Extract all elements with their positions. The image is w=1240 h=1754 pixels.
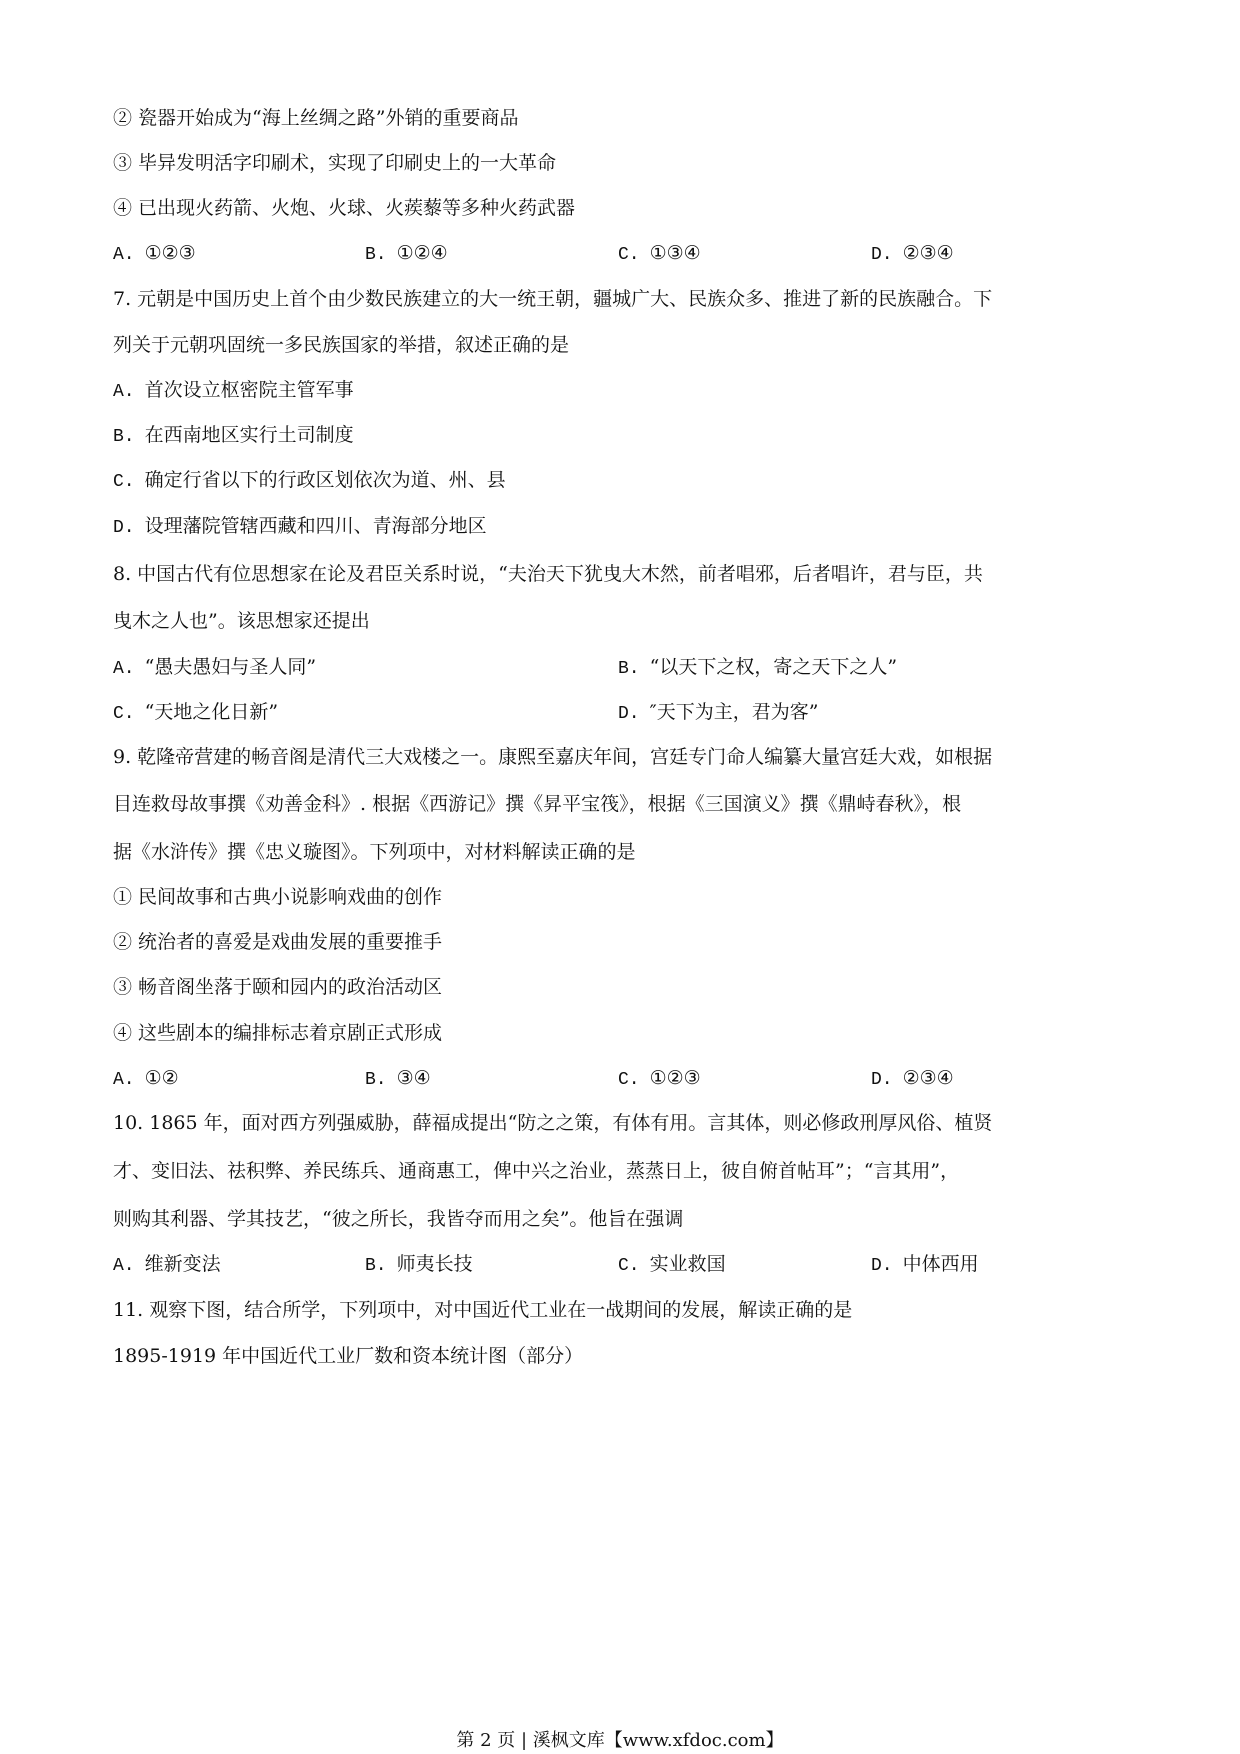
q8-stem-line-2: 曳木之人也”。该思想家还提出 (113, 610, 370, 632)
option-text: “以天下之权，寄之天下之人” (649, 656, 898, 678)
option-key: C. (618, 245, 640, 265)
q6-option-b (365, 241, 448, 267)
option-text: “愚夫愚妇与圣人同” (144, 656, 317, 678)
option-key: A. (113, 659, 135, 679)
option-text: ①③④ (649, 242, 701, 264)
q10-stem-line-1: 10. 1865 年，面对西方列强威胁，薛福成提出“防之之策，有体有用。言其体，则必修政刑厚风俗、植贤 (113, 1112, 993, 1134)
q8-stem-line-1: 8. 中国古代有位思想家在论及君臣关系时说，“夫治天下犹曳大木然，前者唱邪，后者唱许，君与臣，共 (113, 563, 983, 585)
q8-option-b (618, 655, 897, 681)
option-text: ①②④ (396, 242, 448, 264)
q7-option-c (113, 468, 506, 494)
q10-option-d (871, 1252, 979, 1278)
q9-option-d (871, 1066, 954, 1092)
option-text: “天地之化日新” (144, 701, 279, 723)
option-text: ①②③ (649, 1067, 701, 1089)
option-text: ②③④ (902, 1067, 954, 1089)
option-key: B. (113, 427, 135, 447)
q6-item-3: ③ 毕异发明活字印刷术，实现了印刷史上的一大革命 (113, 152, 557, 174)
option-text: ″天下为主，君为客” (649, 701, 819, 723)
q9-option-b (365, 1066, 431, 1092)
q6-option-c (618, 241, 701, 267)
option-text: 中体西用 (902, 1253, 979, 1275)
q8-option-a (113, 655, 316, 681)
q9-stem-line-2: 目连救母故事撰《劝善金科》. 根据《西游记》撰《昇平宝筏》，根据《三国演义》撰《鼎峙春秋》，根 (113, 793, 962, 815)
option-text: 师夷长技 (396, 1253, 473, 1275)
q8-option-d (618, 700, 818, 726)
option-key: C. (618, 1256, 640, 1276)
option-text: 在西南地区实行土司制度 (144, 424, 354, 446)
option-key: C. (113, 704, 135, 724)
page-footer: 第 2 页 | 溪枫文库【www.xfdoc.com】 (456, 1730, 784, 1751)
option-key: B. (365, 245, 387, 265)
q9-option-c (618, 1066, 701, 1092)
q9-item-1: ① 民间故事和古典小说影响戏曲的创作 (113, 886, 443, 908)
option-text: 实业救国 (649, 1253, 726, 1275)
option-text: 维新变法 (144, 1253, 221, 1275)
option-key: B. (365, 1070, 387, 1090)
option-key: A. (113, 1070, 135, 1090)
option-key: C. (618, 1070, 640, 1090)
option-key: D. (113, 518, 135, 538)
q9-item-3: ③ 畅音阁坐落于颐和园内的政治活动区 (113, 976, 443, 998)
option-text: 确定行省以下的行政区划依次为道、州、县 (144, 469, 506, 491)
option-key: B. (365, 1256, 387, 1276)
option-key: A. (113, 245, 135, 265)
option-key: D. (871, 1256, 893, 1276)
option-key: A. (113, 1256, 135, 1276)
q7-option-a (113, 378, 354, 404)
q10-stem-line-2: 才、变旧法、祛积弊、养民练兵、通商惠工，俾中兴之治业，蒸蒸日上，彼自俯首帖耳”；“言其用”， (113, 1160, 960, 1182)
q6-option-d (871, 241, 954, 267)
q11-chart-caption: 1895-1919 年中国近代工业厂数和资本统计图（部分） (113, 1345, 584, 1367)
option-key: D. (618, 704, 640, 724)
q9-item-4: ④ 这些剧本的编排标志着京剧正式形成 (113, 1022, 443, 1044)
q7-stem-line-2: 列关于元朝巩固统一多民族国家的举措，叙述正确的是 (113, 334, 570, 356)
q10-stem-line-3: 则购其利器、学其技艺，“彼之所长，我皆夺而用之矣”。他旨在强调 (113, 1208, 684, 1230)
q9-stem-line-1: 9. 乾隆帝营建的畅音阁是清代三大戏楼之一。康熙至嘉庆年间，宫廷专门命人编纂大量宫廷大戏，如根据 (113, 746, 993, 768)
option-text: 设理藩院管辖西藏和四川、青海部分地区 (144, 515, 487, 537)
option-text: ③④ (396, 1067, 431, 1089)
q7-stem-line-1: 7. 元朝是中国历史上首个由少数民族建立的大一统王朝，疆城广大、民族众多、推进了新的民族融合。下 (113, 288, 993, 310)
option-text: 首次设立枢密院主管军事 (144, 379, 354, 401)
q7-option-d (113, 514, 487, 540)
q9-option-a (113, 1066, 179, 1092)
option-key: B. (618, 659, 640, 679)
option-key: A. (113, 382, 135, 402)
q11-stem-line-1: 11. 观察下图，结合所学，下列项中，对中国近代工业在一战期间的发展，解读正确的是 (113, 1299, 853, 1321)
q8-option-c (113, 700, 278, 726)
option-key: C. (113, 472, 135, 492)
q9-stem-line-3: 据《水浒传》撰《忠义璇图》。下列项中，对材料解读正确的是 (113, 841, 636, 863)
q10-option-a (113, 1252, 221, 1278)
q6-item-2: ② 瓷器开始成为“海上丝绸之路”外销的重要商品 (113, 107, 519, 129)
option-text: ②③④ (902, 242, 954, 264)
q9-item-2: ② 统治者的喜爱是戏曲发展的重要推手 (113, 931, 443, 953)
q6-item-4: ④ 已出现火药箭、火炮、火球、火蒺藜等多种火药武器 (113, 197, 576, 219)
option-text: ①②③ (144, 242, 196, 264)
q10-option-c (618, 1252, 726, 1278)
option-text: ①② (144, 1067, 179, 1089)
q10-option-b (365, 1252, 473, 1278)
option-key: D. (871, 245, 893, 265)
option-key: D. (871, 1070, 893, 1090)
q7-option-b (113, 423, 354, 449)
q6-option-a (113, 241, 196, 267)
